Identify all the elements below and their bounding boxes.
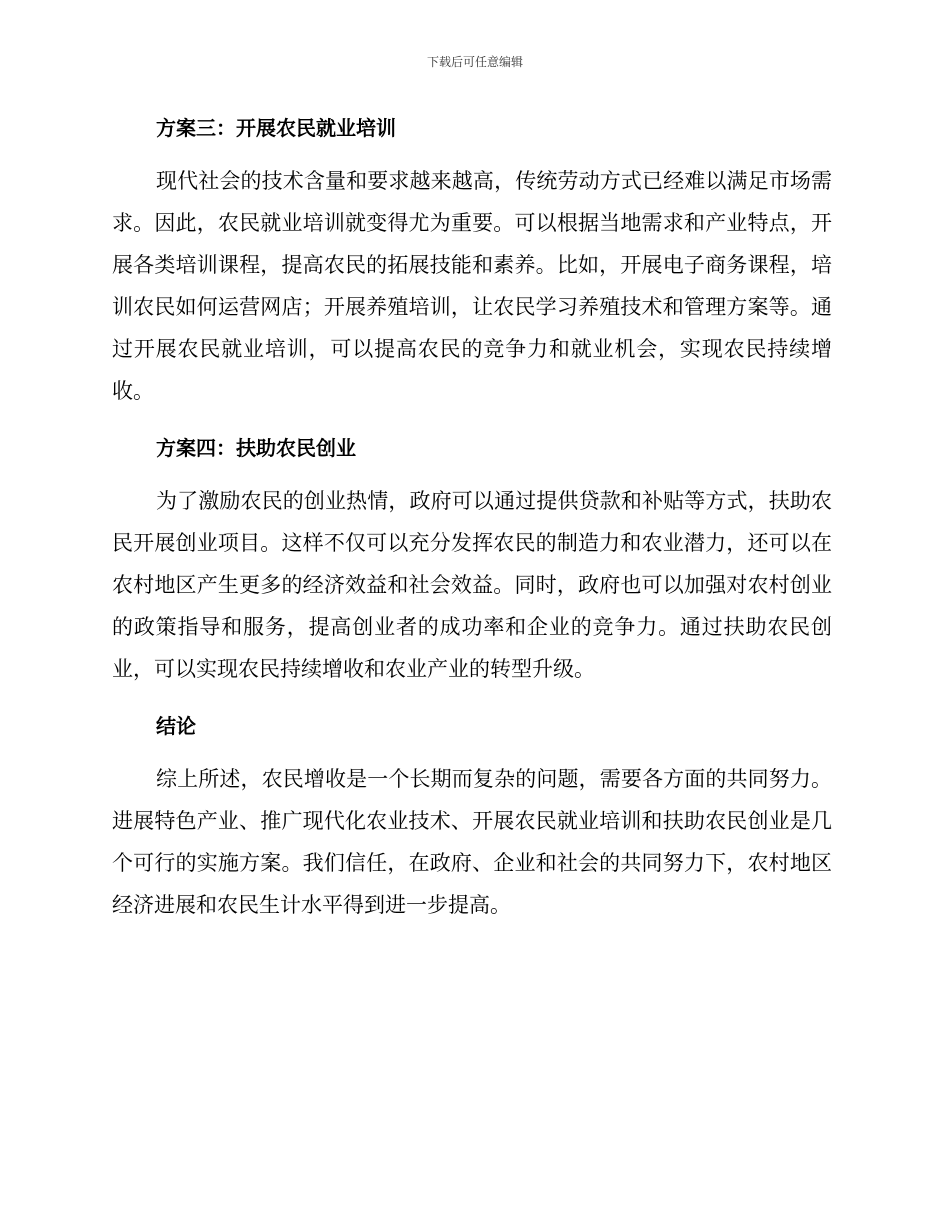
page-header: 下载后可任意编辑 bbox=[426, 55, 523, 69]
section-entrepreneurship-support bbox=[112, 428, 832, 690]
section-paragraph: 为了激励农民的创业热情，政府可以通过提供贷款和补贴等方式，扶助农民开展创业项目。这样不仅可以充分发挥农民的制造力和农业潜力，还可以在农村地区产生更多的经济效益和社会效益。同时，政府也可以加强对农村创业的政策指导和服务，提高创业者的成功率和企业的竞争力。通过扶助农民创业，可以实现农民持续增收和农业产业的转型升级。 bbox=[112, 489, 832, 681]
section-paragraph: 现代社会的技术含量和要求越来越高，传统劳动方式已经难以满足市场需求。因此，农民就业培训就变得尤为重要。可以根据当地需求和产业特点，开展各类培训课程，提高农民的拓展技能和素养。比如，开展电子商务课程，培训农民如何运营网店；开展养殖培训，让农民学习养殖技术和管理方案等。通过开展农民就业培训，可以提高农民的竞争力和就业机会，实现农民持续增收。 bbox=[112, 169, 832, 403]
section-employment-training bbox=[112, 108, 832, 412]
section-conclusion bbox=[112, 706, 832, 926]
section-paragraph: 综上所述，农民增收是一个长期而复杂的问题，需要各方面的共同努力。进展特色产业、推广现代化农业技术、开展农民就业培训和扶助农民创业是几个可行的实施方案。我们信任，在政府、企业和社会的共同努力下，农村地区经济进展和农民生计水平得到进一步提高。 bbox=[112, 767, 832, 917]
section-heading: 结论 bbox=[156, 714, 196, 738]
section-heading: 方案三：开展农民就业培训 bbox=[156, 116, 396, 140]
document-body bbox=[112, 108, 832, 942]
section-heading: 方案四：扶助农民创业 bbox=[156, 436, 356, 460]
